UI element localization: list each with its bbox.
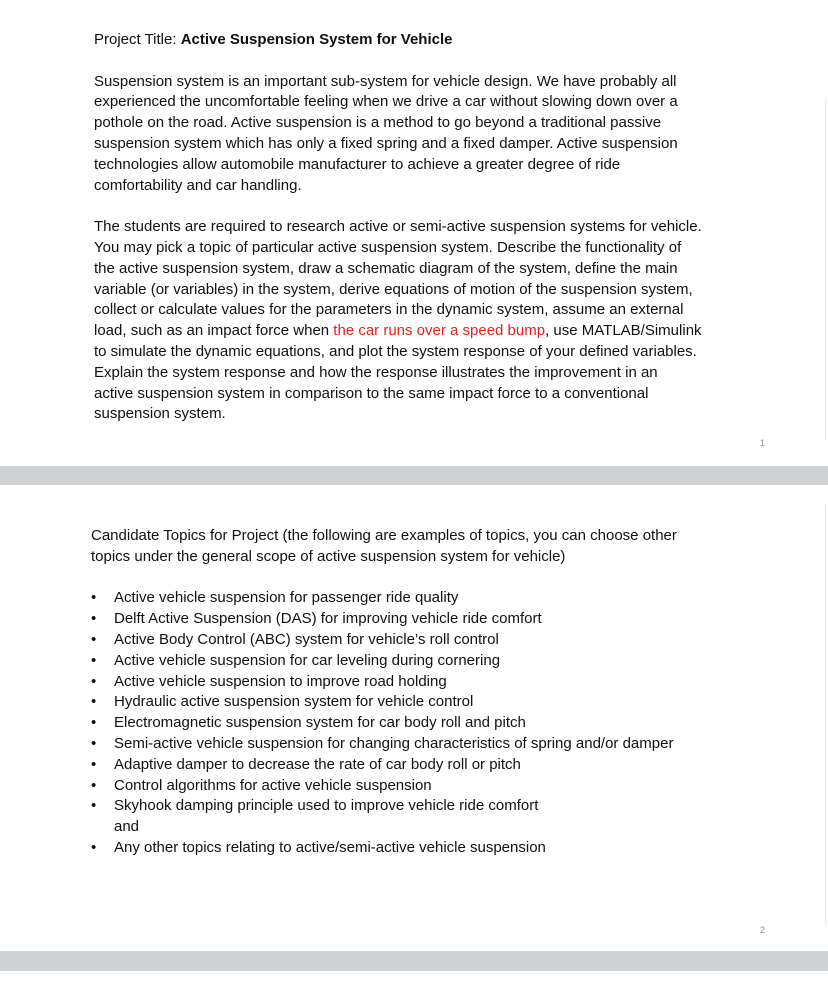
list-item (91, 838, 741, 859)
topic-text: Skyhook damping principle used to improve vehicle ride comfort (114, 797, 539, 815)
project-title-name: Active Suspension System for Vehicle (180, 31, 453, 48)
topic-text: Semi-active vehicle suspension for changing characteristics of spring and/or damper (114, 734, 674, 752)
bullet-icon: • (91, 776, 97, 794)
requirements-line: You may pick a topic of particular active suspension system. Describe the functionality of (94, 238, 682, 256)
topic-text: Control algorithms for active vehicle suspension (114, 776, 432, 794)
requirements-line: variable (or variables) in the system, derive equations of motion of the suspension system, (94, 280, 693, 298)
requirements-line: the active suspension system, draw a schematic diagram of the system, define the main (94, 259, 678, 277)
list-item (91, 755, 741, 776)
requirements-line: Explain the system response and how the response illustrates the improvement in an (94, 363, 658, 381)
page-shadow-edge (825, 505, 826, 925)
list-item (91, 651, 741, 672)
page-2-content (91, 526, 741, 859)
requirements-paragraph (94, 217, 744, 425)
bullet-icon: • (91, 838, 97, 856)
page-number: 2 (760, 925, 766, 935)
highlighted-text: the car runs over a speed bump (333, 322, 546, 340)
page-1-content (94, 30, 744, 425)
bullet-icon: • (91, 630, 97, 648)
bullet-icon: • (91, 734, 97, 752)
page-separator (0, 951, 828, 971)
bullet-icon: • (91, 610, 97, 628)
topic-text: Any other topics relating to active/semi-active vehicle suspension (114, 838, 546, 856)
topic-text: Active vehicle suspension for car leveling during cornering (114, 651, 501, 669)
page-number: 1 (760, 438, 766, 448)
list-item (91, 713, 741, 734)
and-connector: and (114, 818, 140, 836)
bullet-icon: • (91, 797, 97, 815)
list-item (91, 692, 741, 713)
bullet-icon: • (91, 693, 97, 711)
list-item (91, 672, 741, 693)
requirements-line: suspension system. (94, 405, 226, 423)
topics-intro (91, 526, 741, 568)
intro-line: Suspension system is an important sub-system for vehicle design. We have probably all (94, 72, 677, 90)
intro-paragraph (94, 72, 744, 197)
bullet-icon: • (91, 589, 97, 607)
topic-text: Hydraulic active suspension system for vehicle control (114, 693, 474, 711)
page-separator (0, 466, 828, 485)
requirements-line: to simulate the dynamic equations, and plot the system response of your defined variables. (94, 342, 697, 360)
list-item (91, 796, 741, 817)
intro-line: comfortability and car handling. (94, 176, 302, 194)
bullet-icon: • (91, 755, 97, 773)
list-item (91, 776, 741, 797)
requirements-line: collect or calculate values for the parameters in the dynamic system, assume an external (94, 301, 684, 319)
intro-line: pothole on the road. Active suspension is a method to go beyond a traditional passive (94, 114, 662, 132)
page-shadow-edge (825, 100, 826, 440)
intro-line: experienced the uncomfortable feeling when we drive a car without slowing down over a (94, 93, 678, 111)
list-item (91, 734, 741, 755)
topic-text: Active Body Control (ABC) system for vehicle’s roll control (114, 630, 499, 648)
intro-line: technologies allow automobile manufacturer to achieve a greater degree of ride (94, 155, 621, 173)
bullet-icon: • (91, 651, 97, 669)
project-title (94, 30, 744, 51)
requirements-line: active suspension system in comparison to the same impact force to a conventional (94, 384, 649, 402)
bullet-icon: • (91, 714, 97, 732)
topic-text: Delft Active Suspension (DAS) for improving vehicle ride comfort (114, 610, 542, 628)
list-item (91, 588, 741, 609)
topics-intro-line: topics under the general scope of active suspension system for vehicle) (91, 547, 566, 565)
requirements-line-mixed (94, 321, 744, 342)
topic-text: Electromagnetic suspension system for car body roll and pitch (114, 714, 526, 732)
topic-text: Active vehicle suspension for passenger ride quality (114, 589, 459, 607)
project-title-prefix: Project Title: (94, 31, 181, 48)
intro-line: suspension system which has only a fixed spring and a fixed damper. Active suspension (94, 134, 678, 152)
list-item (91, 609, 741, 630)
requirements-line: The students are required to research active or semi-active suspension systems for vehicle. (94, 218, 702, 236)
topic-text: Active vehicle suspension to improve road holding (114, 672, 447, 690)
topics-list (91, 588, 741, 858)
topics-intro-line: Candidate Topics for Project (the following are examples of topics, you can choose other (91, 527, 677, 544)
topic-text: Adaptive damper to decrease the rate of car body roll or pitch (114, 755, 521, 773)
bullet-icon: • (91, 672, 97, 690)
list-item (91, 630, 741, 651)
page-1 (0, 0, 828, 466)
requirements-text: load, such as an impact force when (94, 322, 334, 340)
requirements-text: , use MATLAB/Simulink (545, 322, 702, 340)
